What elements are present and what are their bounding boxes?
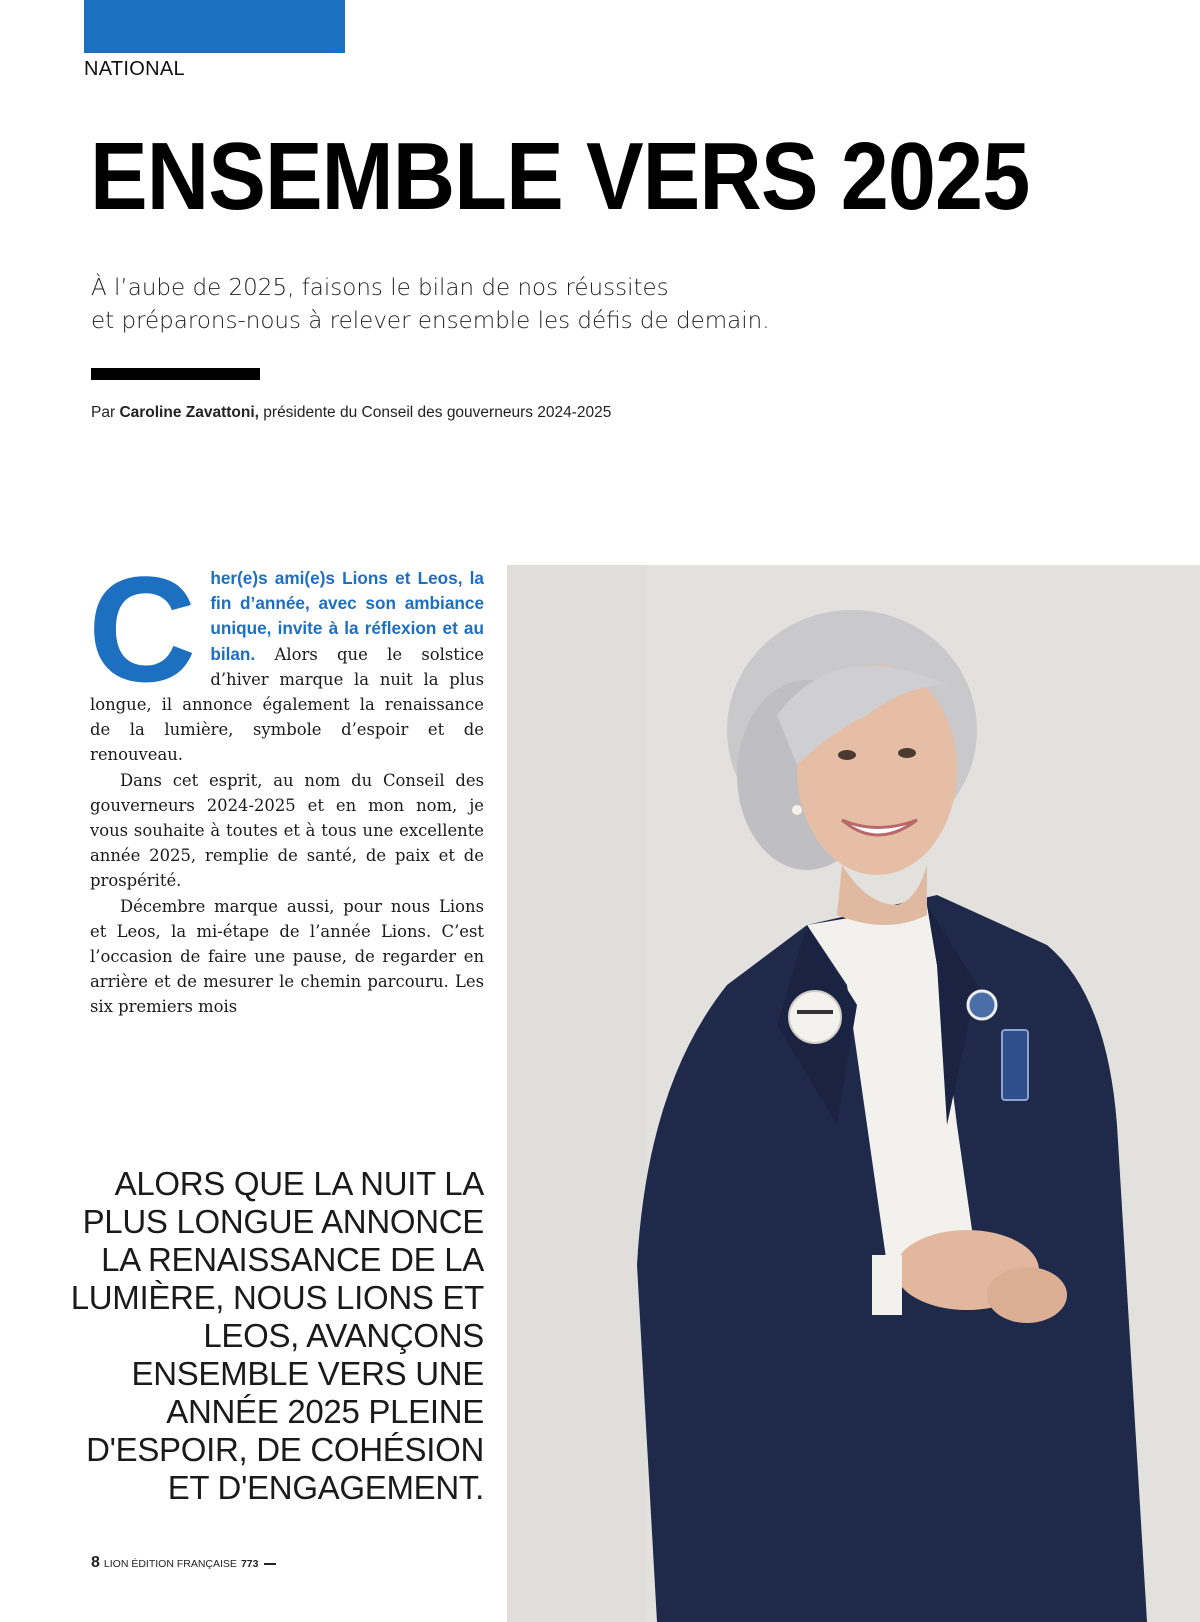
paragraph-1-text: Alors que le solstice d’hiver marque la nuit la plus longue, il annonce également la renaissance de la lumière, symbole d’espoir et de renouveau. xyxy=(90,644,484,765)
paragraph-2: Dans cet esprit, au nom du Conseil des gouverneurs 2024-2025 et en mon nom, je vous souhaite à toutes et à tous une excellente année 2025, remplie de santé, de paix et de prospérité. xyxy=(90,770,484,891)
byline-role: présidente du Conseil des gouverneurs 2024-2025 xyxy=(263,404,612,421)
drop-cap: C xyxy=(88,545,197,713)
portrait-photo xyxy=(507,565,1200,1622)
title-divider xyxy=(91,368,260,380)
article-standfirst xyxy=(91,272,851,338)
byline xyxy=(91,404,611,422)
issue-number: 773 xyxy=(240,1558,259,1570)
article-title: ENSEMBLE VERS 2025 xyxy=(90,123,1030,230)
page-footer xyxy=(91,1554,276,1572)
section-label: NATIONAL xyxy=(84,58,185,80)
article-body xyxy=(88,545,484,1020)
pull-quote: ALORS QUE LA NUIT LA PLUS LONGUE ANNONCE LA RENAISSANCE DE LA LUMIÈRE, NOUS LIONS ET LEOS, AVANÇONS ENSEMBLE VERS UNE ANNÉE 2025 PLEINE D'ESPOIR, DE COHÉSION ET D'ENGAGEMENT. xyxy=(70,1165,484,1506)
paragraph-3: Décembre marque aussi, pour nous Lions et Leos, la mi-étape de l’année Lions. C’est l’occasion de faire une pause, de regarder en arrière et de mesurer le chemin parcouru. Les six premiers mois xyxy=(90,896,484,1017)
byline-prefix: Par xyxy=(91,404,116,421)
footer-dash xyxy=(264,1563,276,1565)
lead-in: her(e)s ami(e)s Lions et Leos, la fin d’année, avec son ambiance unique, invite à la réflexion et au bilan. xyxy=(210,568,484,664)
byline-author: Caroline Zavattoni, xyxy=(119,404,259,421)
publication-name: LION ÉDITION FRANÇAISE xyxy=(103,1558,237,1570)
standfirst-line-2: et préparons-nous à relever ensemble les défis de demain. xyxy=(91,308,770,334)
standfirst-line-1: À l’aube de 2025, faisons le bilan de nos réussites xyxy=(91,275,669,301)
page-number: 8 xyxy=(91,1554,100,1571)
section-color-tab xyxy=(84,0,345,53)
